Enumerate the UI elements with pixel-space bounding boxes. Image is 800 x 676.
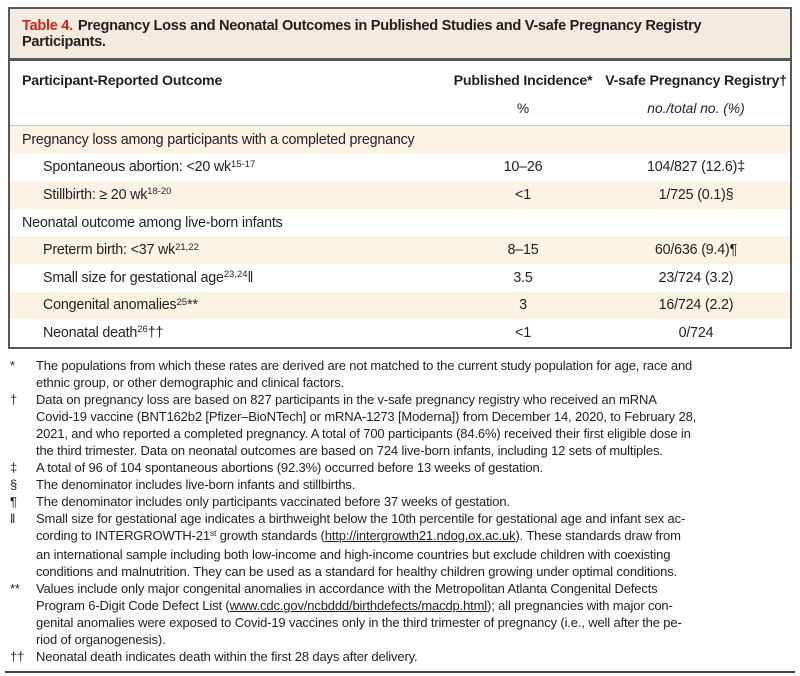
footnote-line xyxy=(36,408,696,425)
column-header-row xyxy=(10,61,790,89)
table-row xyxy=(10,236,790,264)
footnote-line xyxy=(36,648,418,665)
footnote-text-run: Data on pregnancy loss are based on 827 participants in the v-safe pregnancy registry who received an mRNA xyxy=(36,391,657,407)
footnote-text-run: an international sample including both low-income and high-income countries but exclude children with coexisting xyxy=(36,546,671,562)
footnote-line xyxy=(36,510,685,527)
unit-incidence: % xyxy=(516,101,530,116)
link-url[interactable]: www.cdc.gov/ncbddd/birthdefects/macdp.html xyxy=(229,597,488,613)
footnote-text-run: conditions and malnutrition. They can be used as a standard for healthy children growing under optimal conditions. xyxy=(36,563,678,579)
footnote-text xyxy=(36,493,510,510)
footnote-text xyxy=(36,510,685,580)
outcome-cell: Spontaneous abortion: <20 $wk^{15-17}$ xyxy=(43,158,256,176)
reference-superscript: 21,22 xyxy=(175,241,199,253)
registry-cell: 104/827 (12.6)‡ xyxy=(647,159,745,176)
footnote-text-run: Values include only major congenital anomalies in accordance with the Metropolitan Atlanta Congenital Defects xyxy=(36,580,658,596)
incidence-cell: <1 xyxy=(515,324,531,341)
footnote-text-run: the third trimester. Data on neonatal outcomes are based on 724 live-born infants, including 12 sets of multiples. xyxy=(36,442,663,458)
footnote xyxy=(10,357,792,391)
footnote-text-run: Program 6-Digit Code Defect List ( xyxy=(36,597,230,613)
footnote-mark: ** xyxy=(187,297,198,314)
footnote-marker: † xyxy=(10,391,18,407)
unit-header-row xyxy=(10,89,790,125)
footnote-line xyxy=(36,425,696,442)
footnote-text-run: riod of organogenesis). xyxy=(36,631,166,647)
table-row xyxy=(10,292,790,320)
table-row xyxy=(10,209,790,237)
registry-cell: 1/725 (0.1)§ xyxy=(658,186,734,203)
table-title: Pregnancy Loss and Neonatal Outcomes in Published Studies and V-safe Pregnancy Registry Participants. xyxy=(22,18,702,50)
footnote-text-run: Small size for gestational age indicates a birthweight below the 10th percentile for gestational age and infant sex ac- xyxy=(36,510,686,526)
footnote-mark: ‡ xyxy=(737,159,745,176)
footnote-text-run: cording to INTERGROWTH-21 xyxy=(36,527,210,543)
footnote-mark: ¶ xyxy=(729,242,738,259)
footnote-mark: ‖ xyxy=(247,269,254,286)
footnote-line xyxy=(36,357,692,374)
footnote-line xyxy=(36,631,682,648)
table-figure-page xyxy=(0,7,800,676)
table-4-box xyxy=(8,7,792,349)
footnote xyxy=(10,476,792,493)
footnote-line xyxy=(36,493,510,510)
footnote-line xyxy=(36,527,685,546)
footnote-text-run: ethnic group, or other demographic and clinical factors. xyxy=(36,374,345,390)
footnote-marker: ‖ xyxy=(10,510,16,526)
incidence-cell: 3 xyxy=(519,297,527,314)
footnote-line xyxy=(36,563,685,580)
incidence-cell: 8–15 xyxy=(507,242,539,259)
footnote-text xyxy=(36,391,696,459)
registry-cell: 0/724 xyxy=(678,324,714,341)
footnote xyxy=(10,580,792,648)
footnote-text-run: growth standards ( xyxy=(216,527,325,543)
footnote-text-run: A total of 96 of 104 spontaneous abortions (92.3%) occurred before 13 weeks of gestation. xyxy=(36,459,543,475)
reference-superscript: 26 xyxy=(137,324,148,336)
column-header-outcome: Participant-Reported Outcome xyxy=(22,73,223,89)
footnote-marker: § xyxy=(10,476,18,492)
table-title-bar xyxy=(10,9,790,61)
reference-superscript: 23,24 xyxy=(223,269,248,281)
table-row xyxy=(10,264,790,292)
footnote-line xyxy=(36,391,696,408)
footnote-mark: § xyxy=(725,186,734,203)
footnote xyxy=(10,391,792,459)
footnote-marker: ¶ xyxy=(10,493,17,509)
section-header: Pregnancy loss among participants with a completed pregnancy xyxy=(22,131,415,148)
footnote-text-run: The denominator includes live-born infants and stillbirths. xyxy=(36,476,356,492)
outcome-cell: Stillbirth: ≥ 20 $wk^{18-20}$ xyxy=(43,186,172,203)
footnote-marker: †† xyxy=(10,648,25,664)
footnote-line xyxy=(36,580,682,597)
superscript: st xyxy=(209,527,217,538)
unit-registry: no./total no. (%) xyxy=(647,101,745,116)
footnote-text xyxy=(36,459,543,476)
footnote-text-run: Neonatal death indicates death within the first 28 days after delivery. xyxy=(36,648,418,664)
footnote-text-run: 2021, and who reported a completed pregnancy. A total of 700 participants (84.6%) received their first eligible dose in xyxy=(36,425,691,441)
footnote-marker: * xyxy=(10,357,15,373)
footnotes-section xyxy=(10,357,792,665)
registry-cell: 23/724 (3.2) xyxy=(658,269,734,286)
footnote xyxy=(10,510,792,580)
footnote-text-run: Covid-19 vaccine (BNT162b2 [Pfizer–BioNTech] or mRNA-1273 [Moderna]) from December 14, 2020, to February 28, xyxy=(36,408,697,424)
footnote-text xyxy=(36,580,682,648)
footnote-text-run: genital anomalies were exposed to Covid-19 vaccines only in the third trimester of pregnancy (i.e., well after the pe- xyxy=(36,614,682,630)
section-header: Neonatal outcome among live-born infants xyxy=(22,214,283,231)
footnote-line xyxy=(36,374,692,391)
footnote-line xyxy=(36,459,543,476)
footnote xyxy=(10,493,792,510)
footnote-text-run: ); all pregnancies with major con- xyxy=(487,597,673,613)
footnote-line xyxy=(36,442,696,459)
column-header-registry: V-safe Pregnancy Registry† xyxy=(605,73,787,89)
reference-superscript: 15-17 xyxy=(230,158,256,170)
outcome-cell: Small size for gestational age$^{23,24}$‖ xyxy=(43,269,254,286)
footnote-text-run: ). These standards draw from xyxy=(515,527,681,543)
reference-superscript: 18-20 xyxy=(147,186,172,198)
footnote-text-run: The populations from which these rates are derived are not matched to the current study population for age, race and xyxy=(36,357,693,373)
table-row xyxy=(10,181,790,209)
footnote-marker: ‡ xyxy=(10,459,18,475)
footnote xyxy=(10,648,792,665)
footnote-line xyxy=(36,597,682,614)
footnote-line xyxy=(36,546,685,563)
column-header-incidence: Published Incidence* xyxy=(453,73,593,89)
registry-cell: 60/636 (9.4)¶ xyxy=(654,242,738,259)
footnote-text xyxy=(36,357,692,391)
incidence-cell: 10–26 xyxy=(503,159,543,176)
footnote xyxy=(10,459,792,476)
reference-superscript: 25 xyxy=(176,296,188,308)
footnote-line xyxy=(36,476,355,493)
link-url[interactable]: http://intergrowth21.ndog.ox.ac.uk xyxy=(324,527,516,543)
outcome-cell: Preterm birth: <37 wk$^{21,22}$ xyxy=(43,241,199,259)
footnote-text xyxy=(36,476,355,493)
outcome-cell: Congenital anomalies$^{25}$** xyxy=(43,296,198,314)
table-row xyxy=(10,319,790,347)
table-row xyxy=(10,126,790,154)
footnote-marker: ** xyxy=(10,580,20,596)
footnote-text xyxy=(36,648,418,665)
footnote-text-run: The denominator includes only participants vaccinated before 37 weeks of gestation. xyxy=(36,493,510,509)
footnote-mark: †† xyxy=(147,324,164,341)
table-number: Table 4. xyxy=(22,18,73,34)
outcome-cell: Neonatal death$^{26}$†† xyxy=(43,324,164,341)
registry-cell: 16/724 (2.2) xyxy=(658,297,734,314)
incidence-cell: 3.5 xyxy=(513,269,533,286)
table-row xyxy=(10,154,790,182)
incidence-cell: <1 xyxy=(515,186,531,203)
footnote-line xyxy=(36,614,682,631)
figure-bottom-rule xyxy=(5,671,795,673)
